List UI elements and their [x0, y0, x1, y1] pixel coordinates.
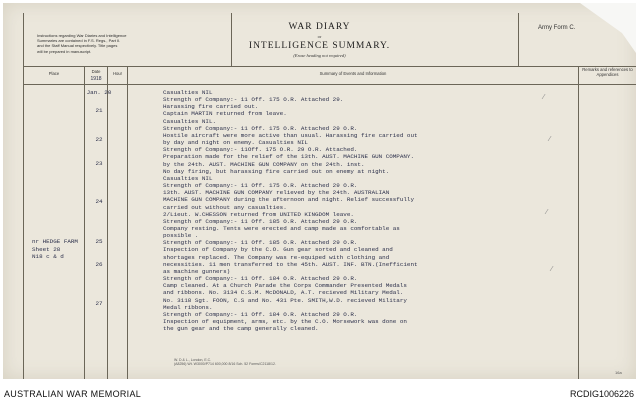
- place-column-rule: [84, 66, 85, 379]
- year-header: 1918: [90, 76, 102, 82]
- diary-line: Strength of Company:- 11 Off. 175 O.R. Attached 29 O.R.: [163, 124, 358, 132]
- page-subtitle: INTELLIGENCE SUMMARY.: [248, 41, 391, 51]
- hour-header: Hour: [112, 71, 123, 76]
- archive-name: AUSTRALIAN WAR MEMORIAL: [4, 389, 142, 399]
- diary-line: Strength of Company:- 11 Off. 175 O.R. Attached 29 O.R.: [163, 182, 358, 190]
- instructions-line: Summaries are contained in F.S. Regs., Part II.: [37, 38, 121, 44]
- erase-note: (Erase heading not required): [293, 53, 346, 58]
- diary-line: the gun gear and the camp generally cleaned.: [163, 325, 319, 333]
- date-cell: 26: [95, 261, 103, 268]
- date-cell: 25: [95, 238, 103, 245]
- diary-line: Strength of Company:- 11 Off. 184 O.R. Attached 29 O.R.: [163, 310, 358, 318]
- remarks-column-rule: [578, 66, 579, 379]
- diary-line: Casualties NIL: [163, 174, 213, 182]
- diary-line: possible .: [163, 232, 199, 240]
- date-cell: 24: [95, 198, 103, 205]
- diary-line: Inspection of Company by the C.O. Gun gear sorted and cleaned and: [163, 246, 393, 254]
- header-rule-bottom: [23, 84, 636, 85]
- place-line: Sheet 28: [32, 245, 61, 253]
- diary-line: shortages replaced. The Company was re-equiped with clothing and: [163, 253, 390, 261]
- date-cell: 21: [95, 107, 103, 114]
- form-number: 16a: [615, 370, 622, 375]
- pencil-mark: ⁄: [551, 265, 553, 273]
- diary-line: Inspection of equipment, arms, etc. by the C.O. Morsework was done on: [163, 318, 407, 325]
- title-or: or: [317, 34, 322, 39]
- diary-line: Harassing fire carried out.: [163, 103, 259, 111]
- imprint-line: W. D & L., London, E.C.: [174, 358, 212, 362]
- diary-line: by day and night on enemy. Casualties NIL: [163, 139, 308, 147]
- date-cell: Jan. 20: [86, 89, 112, 96]
- page-title: WAR DIARY: [288, 22, 351, 32]
- diary-line: 13th. AUST. MACHINE GUN COMPANY relieved by the 24th. AUSTRALIAN: [163, 189, 390, 197]
- archive-caption: [0, 383, 639, 407]
- diary-line: Medal ribbons.: [163, 303, 213, 311]
- place-line: nr HEDGE FARM: [32, 238, 78, 245]
- diary-line: Strength of Company:- 11Off. 175 O.R. 29 O.R. Attached.: [163, 146, 358, 154]
- printer-imprint: [174, 358, 276, 366]
- diary-line: necessities. 11 men transferred to the 45th. AUST. INF. BTN.(Inefficient: [163, 260, 418, 268]
- date-cell: 27: [95, 300, 103, 307]
- left-border: [23, 13, 24, 379]
- instructions-line: and the Staff Manual respectively. Title pages: [37, 43, 118, 49]
- diary-line: No. 3118 Sgt. FOON, C.S and No. 431 Pte. SMITH,W.D. recieved Military: [163, 296, 407, 304]
- instructions-line: Instructions regarding War Diaries and Intelligence: [37, 33, 127, 38]
- header-rule-top: [23, 66, 636, 67]
- diary-page: [3, 3, 636, 379]
- army-form-label: Army Form C.: [538, 25, 576, 31]
- archive-id: RCDIG1006226: [569, 389, 634, 399]
- place-line: N18 c & d: [32, 253, 64, 260]
- diary-line: carried out without any casualties.: [163, 203, 287, 211]
- date-cell: 22: [95, 136, 103, 143]
- pencil-mark: ⁄: [549, 135, 551, 143]
- remarks-header: Remarks and references to Appendices: [582, 67, 633, 77]
- place-entry: [32, 238, 78, 261]
- diary-line: and ribbons. No. 3134 C.S.M. McDONALD, A.T. recieved Military Medal.: [163, 289, 404, 297]
- place-header: Place: [48, 71, 60, 76]
- date-cell: 23: [95, 160, 103, 167]
- notes-divider: [231, 13, 232, 66]
- hour-column-rule: [127, 66, 128, 379]
- diary-line: Casualties NIL.: [163, 117, 217, 125]
- header-divider: [518, 13, 519, 66]
- diary-line: Strength of Company:- 11 Off. 184 O.R. Attached 29 O.R.: [163, 275, 358, 283]
- imprint-line: (A8256) Wt. W3000/P714 600,000 8/16 Sch. 52 Forms/C2118/12.: [174, 362, 276, 366]
- diary-line: by the 24th. AUST. MACHINE GUN COMPANY on the 24th. inst.: [163, 160, 365, 168]
- diary-line: Preparation made for the relief of the 13th. AUST. MACHINE GUN COMPANY.: [163, 153, 414, 161]
- diary-line: Hostile aircraft were more active than usual. Harassing fire carried out: [163, 131, 418, 139]
- pencil-mark: ⁄: [543, 93, 545, 101]
- diary-line: as machine gunners): [163, 267, 231, 275]
- instructions-line: will be prepared in manuscript.: [37, 48, 92, 54]
- diary-line: Strength of Company:- 11 Off. 175 O.R. Attached 29.: [163, 96, 344, 104]
- diary-line: Company resting. Tents were erected and camp made as comfortable as: [163, 224, 400, 232]
- diary-line: Casualties NIL: [163, 89, 213, 96]
- diary-line: No day firing, but harassing fire carried out on enemy at night.: [163, 167, 390, 175]
- date-header: Date: [91, 69, 101, 74]
- diary-line: 2/Lieut. W.CHESSON returned from UNITED KINGDOM leave.: [163, 210, 354, 218]
- diary-line: Strength of Company:- 11 Off. 185 O.R. Attached 29 O.R.: [163, 239, 358, 247]
- summary-text: [163, 89, 418, 332]
- summary-header: Summary of Events and Information: [319, 71, 387, 76]
- diary-line: MACHINE GUN COMPANY during the afternoon and night. Relief successfully: [163, 196, 414, 204]
- diary-line: Camp cleaned. At a Church Parade the Corps Commander Presented Medals: [163, 282, 407, 290]
- diary-line: Captain MARTIN returned from leave.: [163, 110, 287, 118]
- pencil-mark: ⁄: [546, 208, 548, 216]
- diary-line: Strength of Company:- 11 Off. 185 O.R. Attached 29 O.R.: [163, 217, 358, 225]
